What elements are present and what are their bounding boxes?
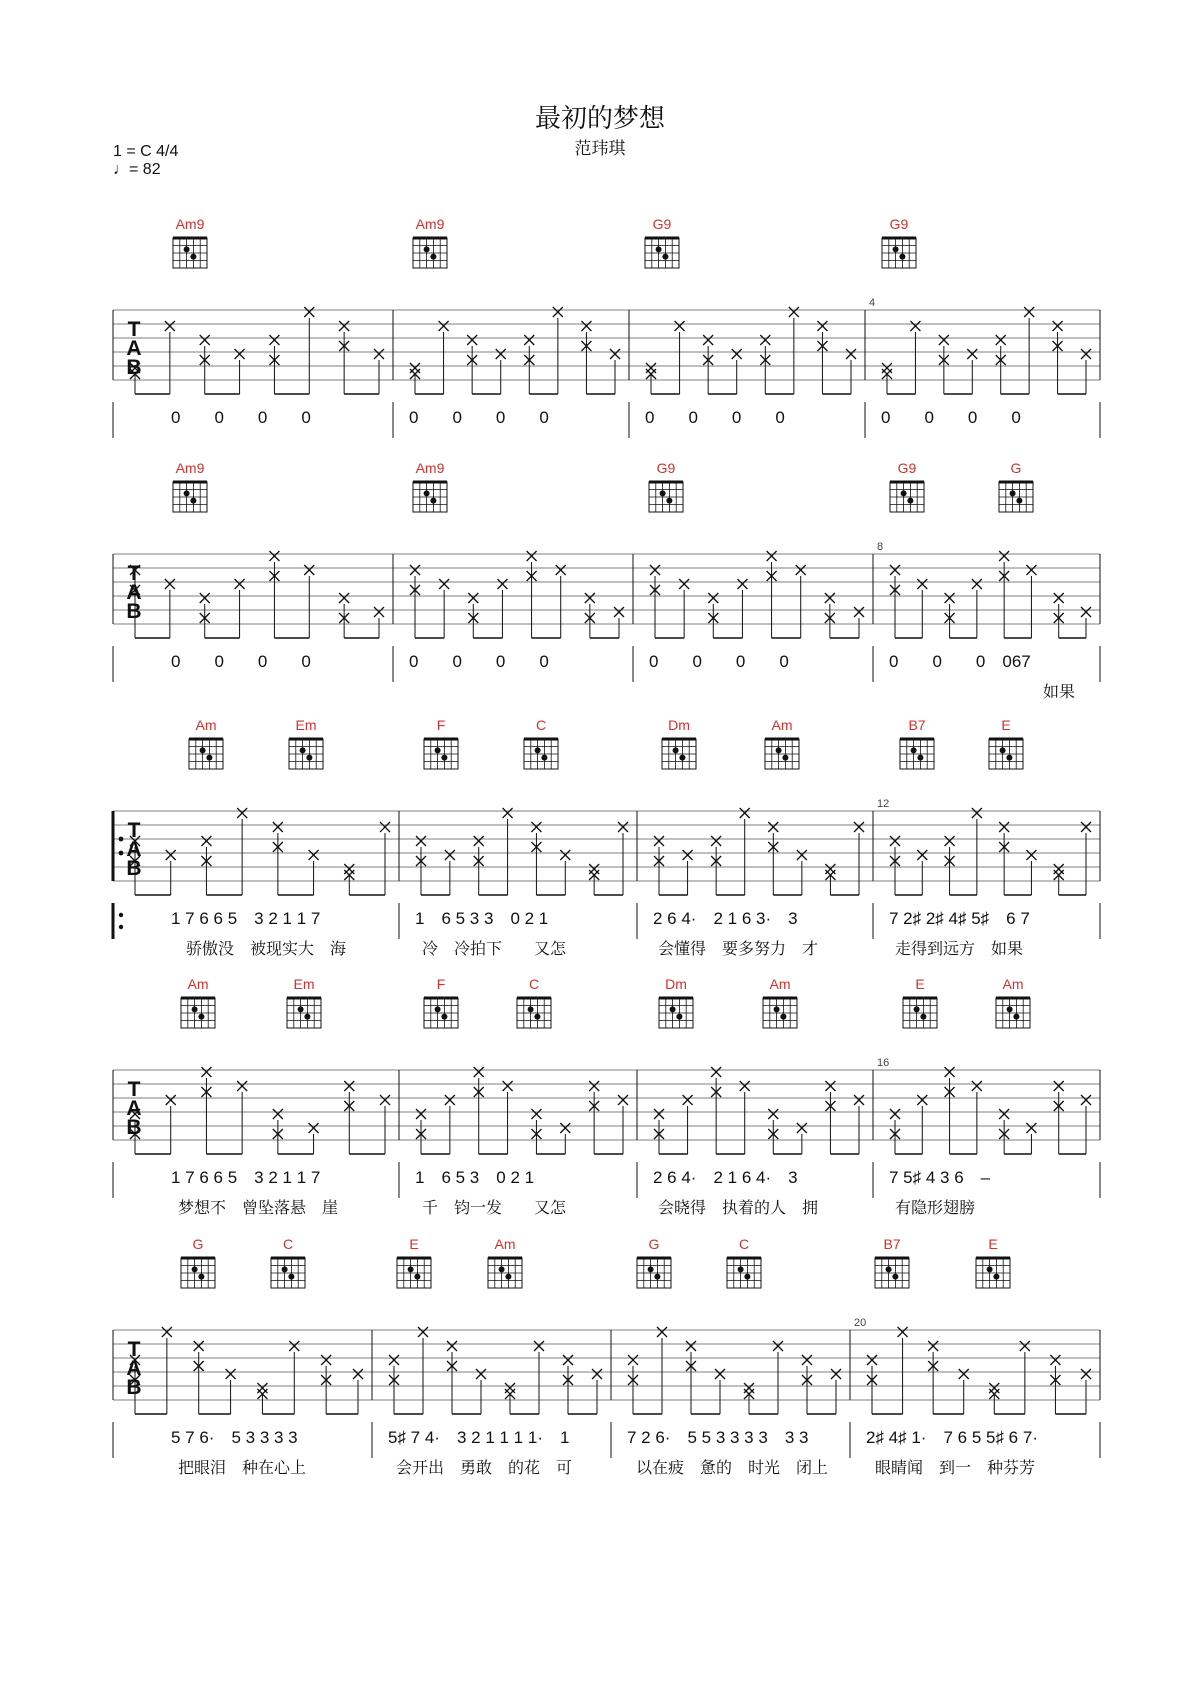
chord-name: B7 [883, 1236, 901, 1252]
chord-name: Am [494, 1236, 516, 1252]
chord-diagram [996, 998, 1030, 1028]
tab-note-x [928, 1341, 938, 1351]
jianpu-measure: 0 0 0 0 [171, 408, 311, 427]
tab-note-x [563, 1355, 573, 1365]
tab-note-x [890, 836, 900, 846]
tab-note-x [846, 349, 856, 359]
chord-diagram [413, 238, 447, 268]
tab-note-x [304, 565, 314, 575]
tab-note-x [166, 850, 176, 860]
tab-note-x [825, 593, 835, 603]
tab-note-x [797, 850, 807, 860]
tab-note-x [657, 1327, 667, 1337]
chord-name: Am9 [175, 216, 205, 232]
repeat-dot [119, 837, 124, 842]
tab-note-x [497, 579, 507, 589]
tab-note-x [867, 1355, 877, 1365]
tab-note-x [711, 836, 721, 846]
chord-diagram [287, 998, 321, 1028]
tab-note-x [708, 593, 718, 603]
chord-diagram [488, 1258, 522, 1288]
tab-note-x [439, 321, 449, 331]
tab-note-x [353, 1369, 363, 1379]
chord-name: G9 [652, 216, 672, 232]
lyric-line: 以在疲 惫的 时光 闭上 [636, 1458, 829, 1477]
tab-note-x [380, 822, 390, 832]
tab-note-x [273, 822, 283, 832]
tab-note-x [194, 1341, 204, 1351]
lyric-line: 千 钧一发 又怎 [422, 1198, 567, 1217]
chord-name: Am9 [415, 216, 445, 232]
chord-diagram [271, 1258, 305, 1288]
chord-diagram [765, 739, 799, 769]
tab-note-x [410, 363, 420, 373]
music-system [0, 216, 1200, 456]
tab-note-x [945, 1067, 955, 1077]
tab-note-x [1081, 607, 1091, 617]
tab-note-x [496, 349, 506, 359]
tab-clef: T A B [126, 819, 142, 880]
jianpu-measure: 0 0 0 0 [409, 408, 549, 427]
tab-note-x [1081, 822, 1091, 832]
tab-note-x [553, 307, 563, 317]
tab-note-x [257, 1383, 267, 1393]
tab-note-x [505, 1383, 515, 1393]
tab-note-x [374, 349, 384, 359]
tab-note-x [468, 593, 478, 603]
chord-name: Em [295, 717, 317, 733]
tab-note-x [890, 1109, 900, 1119]
chord-name: G9 [656, 460, 676, 476]
measure-number: 12 [877, 798, 890, 810]
tab-note-x [447, 1341, 457, 1351]
tab-note-x [416, 1109, 426, 1119]
chord-diagram [637, 1258, 671, 1288]
jianpu-measure: 7 2 6· 5 5 3 3 3 3 3 3 [627, 1428, 809, 1447]
tab-note-x [989, 1383, 999, 1393]
chord-diagram [890, 482, 924, 512]
chord-diagram [517, 998, 551, 1028]
tab-note-x [618, 822, 628, 832]
jianpu-measure: 1 7 6 6 5 3 2 1 1 7 [171, 909, 321, 928]
music-system [0, 717, 1200, 957]
tab-note-x [503, 1081, 513, 1091]
tab-note-x [534, 1341, 544, 1351]
chord-name: C [535, 717, 547, 733]
chord-name: F [436, 976, 446, 992]
chord-diagram [181, 998, 215, 1028]
jianpu-measure: 0 0 0 0 [881, 408, 1021, 427]
jianpu-measure: 0 0 0 0 [171, 652, 311, 671]
repeat-dot [119, 913, 123, 917]
lyric-line: 会懂得 要多努力 才 [658, 939, 819, 958]
jianpu-measure: 2 6 4· 2 1 6 4· 3 [653, 1168, 798, 1187]
tab-note-x [797, 1123, 807, 1133]
jianpu-measure: 0 0 0 0 [409, 652, 549, 671]
tab-note-x [556, 565, 566, 575]
tab-note-x [1024, 307, 1034, 317]
lyric-line: 冷 冷拍下 又怎 [422, 939, 567, 958]
tab-note-x [910, 321, 920, 331]
tab-note-x [165, 321, 175, 331]
tab-note-x [917, 850, 927, 860]
chord-name: Am [771, 717, 793, 733]
lyric-line: 有隐形翅膀 [895, 1198, 976, 1217]
tab-note-x [201, 836, 211, 846]
chord-diagram [875, 1258, 909, 1288]
tab-note-x [531, 822, 541, 832]
chord-name: G [192, 1236, 204, 1252]
tab-note-x [474, 1067, 484, 1077]
tab-note-x [618, 1095, 628, 1105]
lyric-line: 梦想不 曾坠落悬 崖 [178, 1198, 339, 1217]
tab-note-x [165, 579, 175, 589]
tab-note-x [898, 1327, 908, 1337]
chord-name: Am9 [175, 460, 205, 476]
measure-number: 20 [854, 1317, 867, 1329]
tab-note-x [162, 1327, 172, 1337]
chord-name: Em [293, 976, 315, 992]
jianpu-measure: 0 0 0 0 [649, 652, 789, 671]
chord-name: Am [187, 976, 209, 992]
tab-note-x [683, 1095, 693, 1105]
tempo: ♩= 82 [113, 161, 161, 178]
chord-diagram [173, 482, 207, 512]
chord-diagram [645, 238, 679, 268]
chord-diagram [424, 998, 458, 1028]
tab-note-x [380, 1095, 390, 1105]
tab-note-x [972, 1081, 982, 1091]
tab-note-x [817, 321, 827, 331]
music-system [0, 1236, 1200, 1476]
tab-note-x [439, 579, 449, 589]
tab-note-x [768, 1109, 778, 1119]
chord-diagram [424, 739, 458, 769]
tab-note-x [585, 593, 595, 603]
jianpu-measure: 0 0 0 0 [645, 408, 785, 427]
chord-name: E [1001, 717, 1011, 733]
music-system [0, 460, 1200, 700]
tab-note-x [802, 1355, 812, 1365]
tab-note-x [610, 349, 620, 359]
chord-diagram [181, 1258, 215, 1288]
chord-diagram [659, 998, 693, 1028]
tab-note-x [650, 565, 660, 575]
lyric-line: 如果 [1043, 682, 1076, 701]
tab-note-x [1020, 1341, 1030, 1351]
tab-note-x [289, 1341, 299, 1351]
tab-note-x [503, 808, 513, 818]
tab-note-x [882, 363, 892, 373]
chord-name: G [1010, 460, 1022, 476]
repeat-dot [119, 851, 124, 856]
tab-note-x [339, 321, 349, 331]
jianpu-measure: 1 7 6 6 5 3 2 1 1 7 [171, 1168, 321, 1187]
chord-diagram [413, 482, 447, 512]
tab-note-x [226, 1369, 236, 1379]
tab-note-x [768, 822, 778, 832]
tab-note-x [1026, 1123, 1036, 1133]
tab-note-x [825, 864, 835, 874]
tab-note-x [740, 808, 750, 818]
tab-note-x [474, 836, 484, 846]
tab-note-x [269, 551, 279, 561]
tab-note-x [527, 551, 537, 561]
jianpu-measure: 1 6 5 3 0 2 1 [415, 1168, 535, 1187]
tab-note-x [166, 1095, 176, 1105]
tab-note-x [592, 1369, 602, 1379]
tab-note-x [890, 565, 900, 575]
tab-note-x [1081, 1369, 1091, 1379]
chord-diagram [989, 739, 1023, 769]
tab-note-x [418, 1327, 428, 1337]
tab-note-x [999, 822, 1009, 832]
tab-note-x [789, 307, 799, 317]
tab-note-x [767, 551, 777, 561]
song-title: 最初的梦想 [534, 104, 665, 134]
tab-note-x [686, 1341, 696, 1351]
tab-note-x [560, 850, 570, 860]
tab-note-x [321, 1355, 331, 1365]
tab-note-x [524, 335, 534, 345]
music-system [0, 976, 1200, 1216]
jianpu-measure: 5 7 6· 5 3 3 3 3 [171, 1428, 298, 1447]
tab-note-x [201, 1067, 211, 1077]
tab-note-x [389, 1355, 399, 1365]
chord-name: C [282, 1236, 294, 1252]
measure-number: 16 [877, 1057, 890, 1069]
tab-note-x [917, 1095, 927, 1105]
tab-note-x [560, 1123, 570, 1133]
lyric-line: 会晓得 执着的人 拥 [658, 1198, 819, 1217]
tab-note-x [589, 1081, 599, 1091]
chord-name: Dm [668, 717, 690, 733]
jianpu-measure: 1 6 5 3 3 0 2 1 [415, 909, 549, 928]
tab-note-x [410, 565, 420, 575]
tab-note-x [235, 349, 245, 359]
tab-note-x [304, 307, 314, 317]
tab-note-x [945, 836, 955, 846]
lyric-line: 会开出 勇敢 的花 可 [396, 1458, 573, 1477]
tab-note-x [476, 1369, 486, 1379]
tab-note-x [237, 1081, 247, 1091]
chord-name: E [915, 976, 925, 992]
chord-name: G9 [897, 460, 917, 476]
tab-note-x [737, 579, 747, 589]
chord-diagram [289, 739, 323, 769]
tab-note-x [760, 335, 770, 345]
tab-clef: T A B [126, 1338, 142, 1399]
tab-note-x [854, 822, 864, 832]
tab-note-x [1081, 1095, 1091, 1105]
jianpu-measure: 0 0 0 067 [889, 652, 1031, 671]
tab-note-x [999, 1109, 1009, 1119]
lyric-line: 把眼泪 种在心上 [178, 1458, 307, 1477]
tab-note-x [1054, 864, 1064, 874]
tab-note-x [416, 836, 426, 846]
tab-note-x [740, 1081, 750, 1091]
tab-note-x [945, 593, 955, 603]
tab-clef: T A B [126, 318, 142, 379]
chord-name: F [436, 717, 446, 733]
chord-diagram [900, 739, 934, 769]
tab-note-x [237, 808, 247, 818]
tab-note-x [773, 1341, 783, 1351]
tab-note-x [374, 607, 384, 617]
key-meter: 1 = C 4/4 [113, 143, 179, 160]
tab-note-x [1026, 850, 1036, 860]
tab-note-x [309, 1123, 319, 1133]
chord-name: E [988, 1236, 998, 1252]
tab-note-x [831, 1369, 841, 1379]
jianpu-measure: 7 5♯ 4 3 6 – [889, 1168, 991, 1187]
tab-note-x [445, 850, 455, 860]
chord-diagram [649, 482, 683, 512]
tab-note-x [1054, 1081, 1064, 1091]
lyric-line: 走得到远方 如果 [895, 939, 1024, 958]
tab-note-x [715, 1369, 725, 1379]
chord-diagram [999, 482, 1033, 512]
jianpu-measure: 5♯ 7 4· 3 2 1 1 1 1· 1 [388, 1428, 570, 1447]
tab-note-x [732, 349, 742, 359]
tab-note-x [235, 579, 245, 589]
jianpu-measure: 2♯ 4♯ 1· 7 6 5 5♯ 6 7· [866, 1428, 1038, 1447]
tab-note-x [972, 808, 982, 818]
tab-clef: T A B [126, 562, 142, 623]
chord-diagram [662, 739, 696, 769]
tab-note-x [273, 1109, 283, 1119]
tab-note-x [200, 593, 210, 603]
jianpu-measure: 7 2♯ 2♯ 4♯ 5♯ 6 7 [889, 909, 1030, 928]
tab-note-x [269, 335, 279, 345]
tab-note-x [744, 1383, 754, 1393]
tab-note-x [683, 850, 693, 860]
tab-note-x [646, 363, 656, 373]
chord-name: G [648, 1236, 660, 1252]
tab-note-x [675, 321, 685, 331]
chord-diagram [976, 1258, 1010, 1288]
tab-note-x [967, 349, 977, 359]
tab-note-x [854, 1095, 864, 1105]
tab-note-x [445, 1095, 455, 1105]
lyric-line: 眼睛闻 到一 种芬芳 [875, 1458, 1036, 1477]
tab-note-x [654, 1109, 664, 1119]
measure-number: 4 [869, 297, 876, 309]
tab-note-x [1054, 593, 1064, 603]
tab-note-x [711, 1067, 721, 1077]
chord-name: B7 [908, 717, 926, 733]
tab-note-x [1081, 349, 1091, 359]
chord-name: C [528, 976, 540, 992]
tab-note-x [679, 579, 689, 589]
chord-name: Am9 [415, 460, 445, 476]
chord-name: Am [769, 976, 791, 992]
tab-note-x [939, 335, 949, 345]
chord-diagram [173, 238, 207, 268]
tab-note-x [589, 864, 599, 874]
tab-note-x [654, 836, 664, 846]
jianpu-measure: 2 6 4· 2 1 6 3· 3 [653, 909, 798, 928]
tab-note-x [467, 335, 477, 345]
chord-diagram [727, 1258, 761, 1288]
tab-note-x [972, 579, 982, 589]
chord-diagram [189, 739, 223, 769]
chord-diagram [397, 1258, 431, 1288]
lyric-line: 骄傲没 被现实大 海 [186, 939, 347, 958]
tab-note-x [614, 607, 624, 617]
chord-diagram [882, 238, 916, 268]
tab-note-x [796, 565, 806, 575]
tab-note-x [917, 579, 927, 589]
tab-note-x [309, 850, 319, 860]
chord-diagram [524, 739, 558, 769]
tab-note-x [581, 321, 591, 331]
tab-note-x [996, 335, 1006, 345]
song-artist: 范玮琪 [574, 139, 626, 159]
tab-note-x [703, 335, 713, 345]
chord-name: Am [195, 717, 217, 733]
chord-name: G9 [889, 216, 909, 232]
chord-name: C [738, 1236, 750, 1252]
tab-note-x [1050, 1355, 1060, 1365]
tab-note-x [200, 335, 210, 345]
chord-name: Dm [665, 976, 687, 992]
tab-note-x [344, 1081, 354, 1091]
tab-note-x [959, 1369, 969, 1379]
chord-diagram [903, 998, 937, 1028]
measure-number: 8 [877, 541, 884, 553]
tab-clef: T A B [126, 1078, 142, 1139]
tab-note-x [339, 593, 349, 603]
tab-note-x [1053, 321, 1063, 331]
tab-note-x [999, 551, 1009, 561]
tab-note-x [1026, 565, 1036, 575]
chord-diagram [763, 998, 797, 1028]
tab-note-x [531, 1109, 541, 1119]
chord-name: Am [1002, 976, 1024, 992]
repeat-dot [119, 925, 123, 929]
tab-note-x [825, 1081, 835, 1091]
tab-note-x [344, 864, 354, 874]
chord-name: E [409, 1236, 419, 1252]
tab-note-x [854, 607, 864, 617]
tab-note-x [628, 1355, 638, 1365]
